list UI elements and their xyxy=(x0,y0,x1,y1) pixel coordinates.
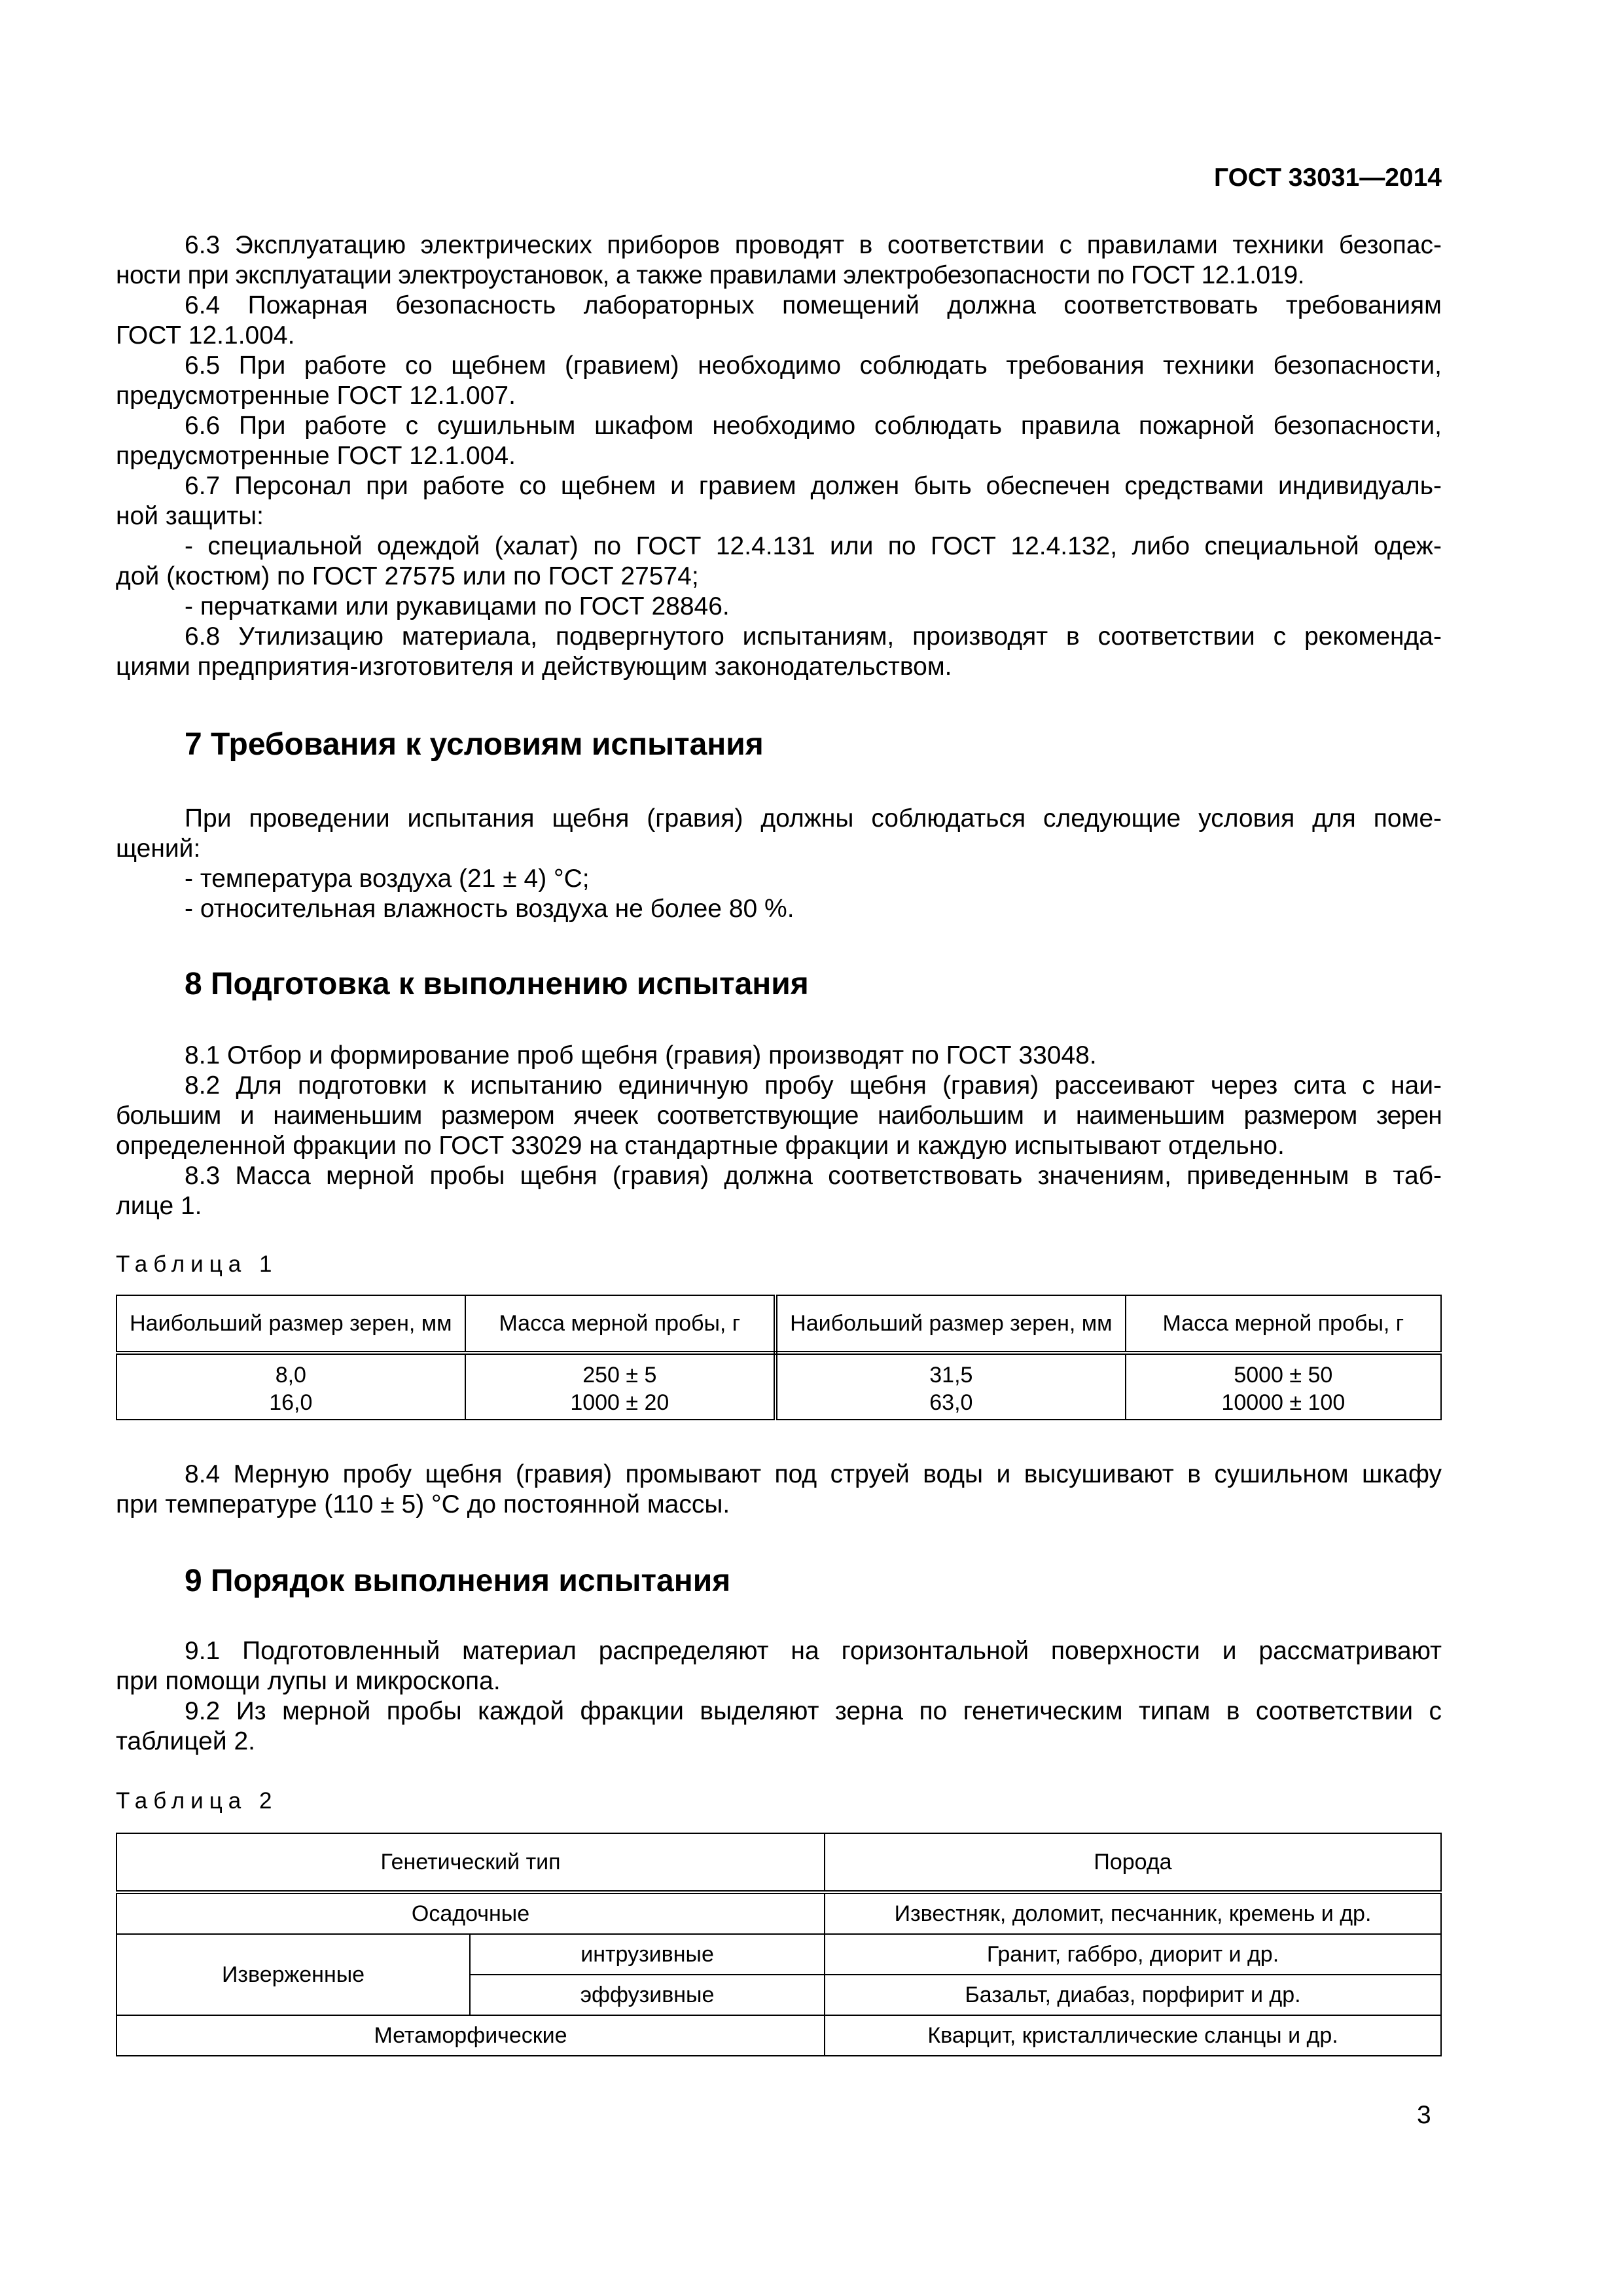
paragraph-8-2-line-1: 8.2 Для подготовки к испытанию единичную пробу щебня (гравия) рассеивают через сита с наи- xyxy=(185,1071,1442,1100)
table-1-cell-size-2 xyxy=(776,1353,1126,1420)
paragraph-8-4-line-1: 8.4 Мерную пробу щебня (гравия) промывают под струей воды и высушивают в сушильном шкафу xyxy=(185,1460,1442,1488)
section-8-text xyxy=(116,1041,1442,1221)
table-1-cell-size xyxy=(116,1353,465,1420)
table-1-header-size: Наибольший размер зерен, мм xyxy=(116,1295,465,1353)
paragraph-6-4-line-1: 6.4 Пожарная безопасность лабораторных помещений должна соответствовать требованиям xyxy=(185,291,1442,319)
paragraph-9-1-line-2: при помощи лупы и микроскопа. xyxy=(116,1667,501,1695)
table-1-label: Таблица 1 xyxy=(116,1251,278,1277)
paragraph-6-5-line-1: 6.5 При работе со щебнем (гравием) необходимо соблюдать требования техники безопасности, xyxy=(185,351,1442,380)
section-9-text xyxy=(116,1636,1442,1757)
table-1-cell-mass-2 xyxy=(1126,1353,1441,1420)
table-2-label: Таблица 2 xyxy=(116,1788,278,1814)
table-2 xyxy=(116,1833,1442,2056)
section-8-heading: 8 Подготовка к выполнению испытания xyxy=(185,967,809,1001)
list-item-clothing-line-1: - специальной одеждой (халат) по ГОСТ 12.4.131 или по ГОСТ 12.4.132, либо специальной одеж- xyxy=(185,532,1442,560)
section-7-intro-line-1: При проведении испытания щебня (гравия) должны соблюдаться следующие условия для поме- xyxy=(185,804,1442,833)
paragraph-9-2-line-1: 9.2 Из мерной пробы каждой фракции выделяют зерна по генетическим типам в соответствии с xyxy=(185,1697,1442,1725)
paragraph-9-1-line-1: 9.1 Подготовленный материал распределяют на горизонтальной поверхности и рассматривают xyxy=(185,1637,1442,1665)
table-2-cell-metamorphic-rock: Кварцит, кристаллические сланцы и др. xyxy=(825,2015,1441,2056)
table-1-value: 16,0 xyxy=(269,1390,313,1415)
paragraph-6-3-line-2: ности при эксплуатации электроустановок, а также правилами электробезопасности по ГОСТ 12.1.019. xyxy=(116,261,1304,289)
table-1 xyxy=(116,1295,1442,1420)
table-2-header-rock: Порода xyxy=(825,1833,1441,1892)
paragraph-6-4-line-2: ГОСТ 12.1.004. xyxy=(116,321,295,350)
section-7-text xyxy=(116,804,1442,924)
document-number: ГОСТ 33031—2014 xyxy=(1214,164,1442,192)
paragraph-6-8-line-2: циями предприятия-изготовителя и действующим законодательством. xyxy=(116,653,952,681)
page-number: 3 xyxy=(1417,2101,1431,2129)
paragraph-9-2-line-2: таблицей 2. xyxy=(116,1727,255,1755)
table-2-cell-sedimentary-rock: Известняк, доломит, песчанник, кремень и др. xyxy=(825,1892,1441,1934)
table-1-header-mass: Масса мерной пробы, г xyxy=(465,1295,776,1353)
table-1-value: 8,0 xyxy=(275,1363,306,1388)
list-item-temperature: - температура воздуха (21 ± 4) °С; xyxy=(185,865,590,893)
list-item-gloves: - перчатками или рукавицами по ГОСТ 28846. xyxy=(185,592,730,620)
table-2-cell-effusive: эффузивные xyxy=(470,1975,825,2015)
paragraph-8-4-line-2: при температуре (110 ± 5) °С до постоянной массы. xyxy=(116,1490,730,1518)
paragraph-6-3-line-1: 6.3 Эксплуатацию электрических приборов проводят в соответствии с правилами техники безопас- xyxy=(185,231,1442,259)
paragraph-8-1: 8.1 Отбор и формирование проб щебня (гравия) производят по ГОСТ 33048. xyxy=(185,1041,1097,1069)
table-1-value: 5000 ± 50 xyxy=(1234,1363,1333,1388)
section-7-heading: 7 Требования к условиям испытания xyxy=(185,727,764,762)
table-2-cell-effusive-rock: Базальт, диабаз, порфирит и др. xyxy=(825,1975,1441,2015)
paragraph-6-5-line-2: предусмотренные ГОСТ 12.1.007. xyxy=(116,382,516,410)
paragraph-8-2-line-2: большим и наименьшим размером ячеек соответствующие наибольшим и наименьшим размером зерен xyxy=(116,1102,1442,1130)
table-1-header-mass-2: Масса мерной пробы, г xyxy=(1126,1295,1441,1353)
section-7-intro-line-2: щений: xyxy=(116,834,201,863)
section-6-text xyxy=(116,230,1442,682)
table-1-value: 1000 ± 20 xyxy=(570,1390,669,1415)
paragraph-6-7-line-2: ной защиты: xyxy=(116,502,264,530)
table-2-cell-metamorphic: Метаморфические xyxy=(116,2015,825,2056)
table-1-value: 10000 ± 100 xyxy=(1221,1390,1346,1415)
table-1-value: 250 ± 5 xyxy=(582,1363,657,1388)
table-2-cell-sedimentary: Осадочные xyxy=(116,1892,825,1934)
paragraph-6-6-line-1: 6.6 При работе с сушильным шкафом необходимо соблюдать правила пожарной безопасности, xyxy=(185,412,1442,440)
table-2-cell-intrusive-rock: Гранит, габбро, диорит и др. xyxy=(825,1934,1441,1975)
paragraph-8-3-line-2: лице 1. xyxy=(116,1192,202,1220)
paragraph-6-6-line-2: предусмотренные ГОСТ 12.1.004. xyxy=(116,442,516,470)
paragraph-8-2-line-3: определенной фракции по ГОСТ 33029 на стандартные фракции и каждую испытывают отдельно. xyxy=(116,1132,1285,1160)
table-2-cell-intrusive: интрузивные xyxy=(470,1934,825,1975)
paragraph-8-4 xyxy=(116,1460,1442,1520)
table-2-header-type: Генетический тип xyxy=(116,1833,825,1892)
table-1-cell-mass xyxy=(465,1353,776,1420)
list-item-clothing-line-2: дой (костюм) по ГОСТ 27575 или по ГОСТ 27574; xyxy=(116,562,699,590)
table-1-value: 63,0 xyxy=(929,1390,973,1415)
paragraph-8-3-line-1: 8.3 Масса мерной пробы щебня (гравия) должна соответствовать значениям, приведенным в таб- xyxy=(185,1162,1442,1190)
table-1-value: 31,5 xyxy=(929,1363,973,1388)
list-item-humidity: - относительная влажность воздуха не более 80 %. xyxy=(185,895,794,923)
section-9-heading: 9 Порядок выполнения испытания xyxy=(185,1564,731,1598)
table-1-header-size-2: Наибольший размер зерен, мм xyxy=(776,1295,1126,1353)
paragraph-6-8-line-1: 6.8 Утилизацию материала, подвергнутого испытаниям, производят в соответствии с рекоменда- xyxy=(185,622,1442,651)
table-2-cell-igneous: Изверженные xyxy=(116,1934,470,2015)
paragraph-6-7-line-1: 6.7 Персонал при работе со щебнем и гравием должен быть обеспечен средствами индивидуаль- xyxy=(185,472,1442,500)
